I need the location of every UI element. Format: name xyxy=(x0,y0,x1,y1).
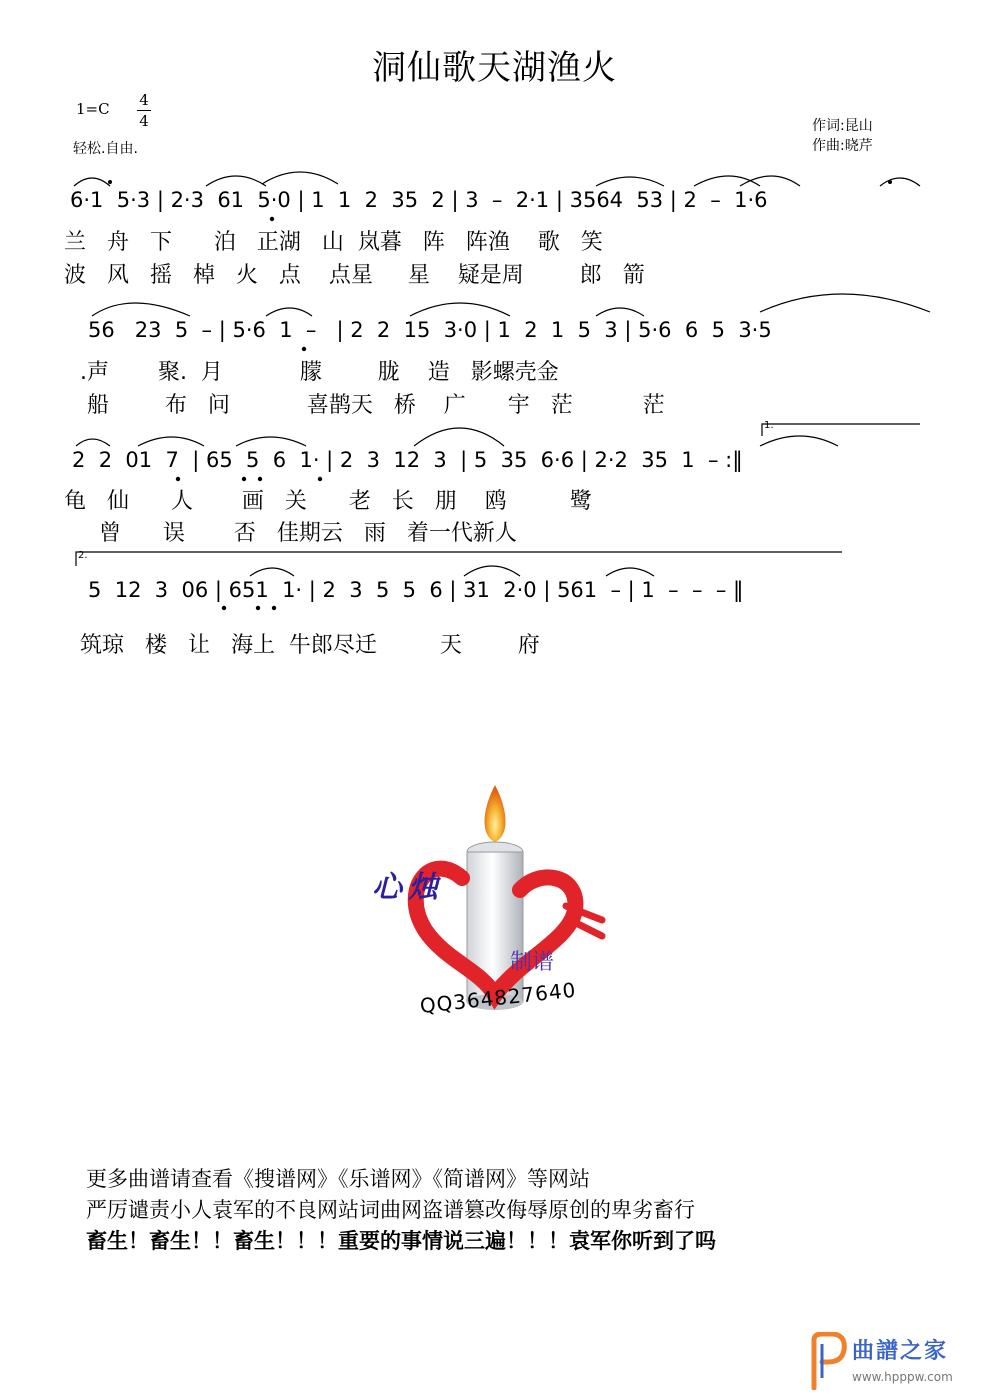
maker-stamp xyxy=(370,780,620,1030)
lyric-row-3-verse-1: 龟 仙 人 画 关 老 长 朋 鸥 鹭 xyxy=(64,489,592,514)
octave-dot xyxy=(318,477,322,481)
footer-line-2: 严厉谴责小人袁军的不良网站词曲网盗谱篡改侮辱原创的卑劣畜行 xyxy=(86,1198,695,1222)
volta-2-bracket xyxy=(76,552,842,566)
slur xyxy=(740,176,800,186)
volta-1-label: 1. xyxy=(764,420,774,431)
slur xyxy=(76,439,110,446)
time-signature-top: 4 xyxy=(139,91,149,109)
notation-row-3: 2 2 01 7 | 65 5 6 1· | 2 3 12 3 | 5 35 6·6 | 2·2 35 1 – :‖ xyxy=(72,448,743,472)
notation-row-4: 5 12 3 06 | 651 1· | 2 3 5 5 6 | 31 2·0 | 561 – | 1 – – – ‖ xyxy=(88,578,744,602)
slur xyxy=(464,566,520,576)
slur xyxy=(760,294,930,312)
octave-dot xyxy=(108,180,112,184)
lyric-row-2-verse-2: 船 布 问 喜鹊天 桥 广 宇 茫 茫 xyxy=(80,393,665,418)
tempo-marking: 轻松.自由. xyxy=(73,141,138,157)
footer-line-1: 更多曲谱请查看《搜谱网》《乐谱网》《简谱网》等网站 xyxy=(86,1167,590,1191)
octave-dot xyxy=(242,477,246,481)
time-signature-bottom: 4 xyxy=(139,112,149,130)
site-watermark xyxy=(808,1330,978,1392)
slur xyxy=(596,177,664,186)
slur xyxy=(262,172,338,184)
lyric-row-4-verse-1: 筑琼 楼 让 海上 牛郎尽迁 天 府 xyxy=(80,633,540,658)
slur xyxy=(414,428,504,446)
key-signature: 1=C xyxy=(76,100,110,118)
slur xyxy=(760,436,838,446)
slur xyxy=(596,308,644,316)
slur xyxy=(74,178,110,186)
watermark-logo-icon xyxy=(808,1332,848,1390)
notation-row-2: 56 23 5 – | 5·6 1 – | 2 2 15 3·0 | 1 2 1 5 3 | 5·6 6 5 3·5 xyxy=(88,318,772,342)
octave-dot xyxy=(222,606,226,610)
octave-dot xyxy=(176,477,180,481)
octave-dot xyxy=(272,606,276,610)
octave-dot xyxy=(888,180,892,184)
slur xyxy=(880,178,920,186)
volta-1-bracket xyxy=(762,424,920,436)
slur xyxy=(138,437,204,446)
octave-dot xyxy=(270,217,274,221)
octave-dot xyxy=(256,606,260,610)
slur xyxy=(250,568,294,576)
slur xyxy=(92,303,190,316)
composer-credit: 作曲:晓芹 xyxy=(812,138,873,154)
lyric-row-1-verse-1: 兰 舟 下 泊 正湖 山 岚暮 阵 阵渔 歌 笑 xyxy=(64,230,603,255)
octave-dot xyxy=(258,477,262,481)
slur xyxy=(236,437,306,446)
lyric-row-1-verse-2: 波 风 摇 棹 火 点 点星 星 疑是周 郎 箭 xyxy=(64,263,645,288)
lyricist-credit: 作词:昆山 xyxy=(812,118,873,134)
lyric-row-2-verse-1: .声 聚. 月 朦 胧 造 影螺壳金 xyxy=(80,360,559,385)
slur xyxy=(266,308,312,316)
octave-dot xyxy=(302,347,306,351)
lyric-row-3-verse-2: 曾 误 否 佳期云 雨 着一代新人 xyxy=(64,521,517,546)
stamp-made: 制谱 xyxy=(510,950,555,975)
slur xyxy=(606,568,654,576)
stamp-name: 心烛 xyxy=(372,870,444,905)
footer-line-3: 畜生！畜生！！畜生！！！重要的事情说三遍！！！袁军你听到了吗 xyxy=(86,1229,716,1253)
slur xyxy=(206,176,266,186)
watermark-url: www.hpppw.com xyxy=(852,1370,953,1384)
stamp-qq: QQ364827640 xyxy=(418,977,578,1018)
volta-2-label: 2. xyxy=(78,550,88,561)
notation-row-1: 6·1 5·3 | 2·3 61 5·0 | 1 1 2 35 2 | 3 – 2·1 | 3564 53 | 2 – 1·6 xyxy=(70,188,768,212)
slur xyxy=(410,303,510,316)
song-title: 洞仙歌天湖渔火 xyxy=(372,48,617,88)
watermark-brand: 曲譜之家 xyxy=(852,1339,949,1364)
